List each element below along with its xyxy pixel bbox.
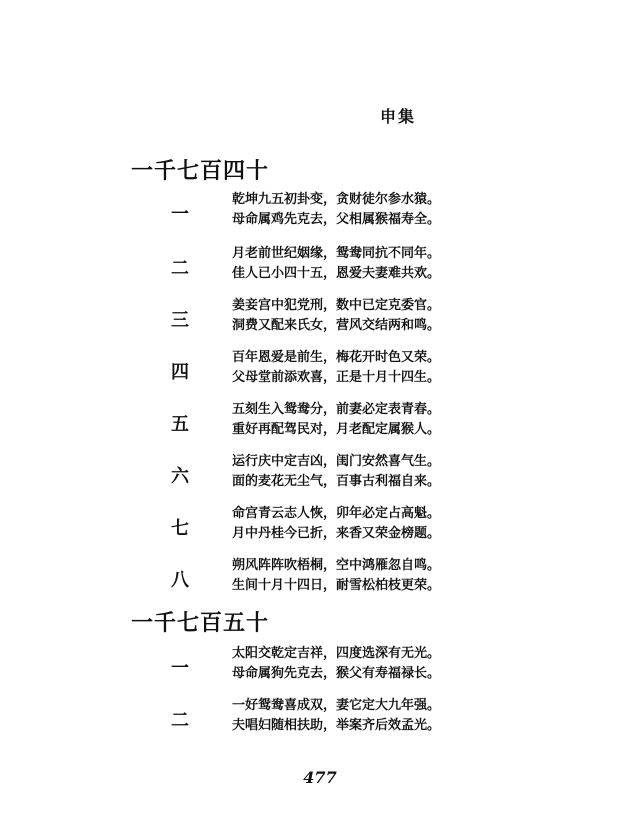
list-item	[168, 452, 468, 496]
entry-number: 四	[171, 362, 189, 383]
verse-line: 月老前世纪姻缘，鸳鸯同抗不同年。	[232, 246, 441, 261]
header-title: 申集	[380, 107, 417, 126]
entry-lines	[232, 348, 440, 388]
verse-line: 太阳交乾定吉祥，四度选深有无光。	[232, 646, 441, 661]
list-item	[168, 644, 468, 688]
verse-line: 重好再配驾民对，月老配定属猴人。	[232, 422, 441, 437]
verse-line: 父母堂前添欢喜，正是十月十四生。	[232, 370, 441, 385]
entry-number: 一	[171, 658, 189, 679]
page-number: 477	[303, 768, 337, 787]
entry-lines	[232, 400, 440, 440]
list-item	[168, 190, 468, 234]
section-title: 一千七百四十	[131, 158, 270, 184]
entry-number: 二	[171, 710, 189, 731]
entry-number: 六	[171, 466, 189, 487]
verse-line: 洞费又配来氏女，营风交结两和鸣。	[232, 318, 441, 333]
entry-number: 二	[171, 258, 189, 279]
verse-line: 月中丹桂今已折，来香又荣金榜题。	[232, 526, 441, 541]
entry-lines	[232, 504, 440, 544]
entry-lines	[232, 190, 440, 230]
list-item	[168, 696, 468, 740]
entry-number: 五	[171, 414, 189, 435]
verse-line: 母命属狗先克去，猴父有寿福禄长。	[232, 666, 441, 681]
verse-line: 生间十月十四日，耐雪松柏枝更荣。	[232, 578, 441, 593]
list-item	[168, 556, 468, 600]
verse-line: 一好鸳鸯喜成双，妻它定大九年强。	[232, 698, 441, 713]
verse-line: 母命属鸡先克去，父相属猴福寿全。	[232, 212, 441, 227]
entry-number: 一	[171, 204, 189, 225]
list-item	[168, 296, 468, 340]
entry-lines	[232, 296, 440, 336]
verse-line: 夫唱妇随相扶助，举案齐后效孟光。	[232, 718, 441, 733]
list-item	[168, 400, 468, 444]
verse-line: 面的麦花无尘气，百事古利福自来。	[232, 474, 441, 489]
entry-number: 三	[171, 310, 189, 331]
entry-number: 七	[171, 518, 189, 539]
entry-lines	[232, 556, 440, 596]
entry-lines	[232, 452, 440, 492]
entry-lines	[232, 696, 440, 736]
verse-line: 朔风阵阵吹梧桐，空中鸿雁忽自鸣。	[232, 558, 441, 573]
section-title: 一千七百五十	[131, 610, 270, 636]
verse-line: 命宫青云志人恢，卯年必定占高魁。	[232, 506, 441, 521]
list-item	[168, 244, 468, 288]
verse-line: 百年恩爱是前生，梅花开时色又荣。	[232, 350, 441, 365]
entry-lines	[232, 644, 440, 684]
verse-line: 运行庆中定吉凶，闺门安然喜气生。	[232, 454, 441, 469]
entry-lines	[232, 244, 440, 284]
entry-number: 八	[171, 570, 189, 591]
list-item	[168, 504, 468, 548]
verse-line: 佳人已小四十五，恩爱夫妻难共欢。	[232, 266, 441, 281]
verse-line: 姜妾宫中犯党刑，数中已定克委官。	[232, 298, 441, 313]
verse-line: 五刻生入鸳鸯分，前妻必定表青春。	[232, 402, 441, 417]
verse-line: 乾坤九五初卦变，贪财徒尔参水猿。	[232, 192, 441, 207]
list-item	[168, 348, 468, 392]
